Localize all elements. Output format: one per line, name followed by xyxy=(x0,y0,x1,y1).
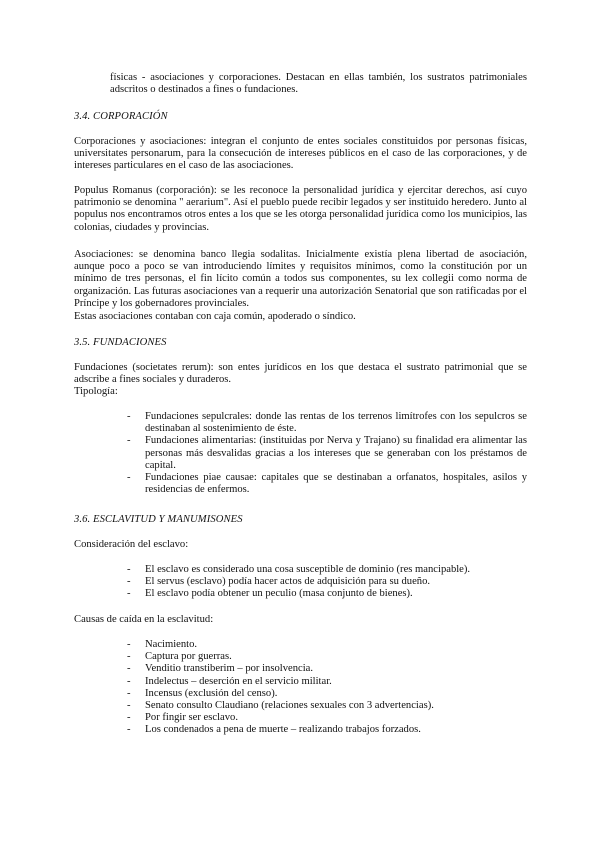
paragraph-corporaciones: Corporaciones y asociaciones: integran el conjunto de entes sociales constituidos por personas físicas, universitates personarum, para la consecución de intereses públicos en el caso de las corporaciones, y de intereses particulares en el caso de las asociaciones. xyxy=(74,136,527,172)
label-consideracion: Consideración del esclavo: xyxy=(74,539,189,550)
list-item: - Por fingir ser esclavo. xyxy=(127,712,527,724)
list-causas xyxy=(127,639,527,737)
list-item: - Captura por guerras. xyxy=(127,651,527,663)
label-causas: Causas de caída en la esclavitud: xyxy=(74,614,214,625)
paragraph-populus-romanus: Populus Romanus (corporación): se les reconoce la personalidad jurídica y ejercitar derechos, así cuyo patrimonio se denomina " aerarium". Así el pueblo puede recibir legados y ser instituido heredero. Junto al populus nos encontramos otros entes a los que se les otorga personalidad jurídica como los municipios, las colonias, ciudades y provincias. xyxy=(74,185,527,233)
list-item: - Senato consulto Claudiano (relaciones sexuales con 3 advertencias). xyxy=(127,700,527,712)
list-item: - Incensus (exclusión del censo). xyxy=(127,688,527,700)
section-heading-fundaciones: 3.5. FUNDACIONES xyxy=(74,337,167,348)
list-item: - Fundaciones sepulcrales: donde las rentas de los terrenos limítrofes con los sepulcros se destinaban al sostenimiento de éste. xyxy=(127,411,527,435)
list-item: - El servus (esclavo) podía hacer actos de adquisición para su dueño. xyxy=(127,576,527,588)
section-heading-corporacion: 3.4. CORPORACIÓN xyxy=(74,111,168,122)
list-item: - Fundaciones alimentarias: (instituidas por Nerva y Trajano) su finalidad era alimentar las personas más desvalidas gracias a los intereses que se generaban con los préstamos de capital. xyxy=(127,435,527,472)
list-item: - Indelectus – deserción en el servicio militar. xyxy=(127,676,527,688)
list-tipologia xyxy=(127,411,527,496)
paragraph-asociaciones: Asociaciones: se denomina banco llegia sodalitas. Inicialmente existía plena libertad de asociación, aunque poco a poco se van introduciendo límites y requisitos mínimos, como la constitución por un mínimo de tres personas, el fin lícito común a todos sus componentes, su lex collegii como norma de organización. Las futuras asociaciones van a requerir una autorización Senatorial que son ratificadas por el Príncipe y los gobernadores provinciales. xyxy=(74,249,527,309)
list-consideracion xyxy=(127,564,527,601)
paragraph-fundaciones: Fundaciones (societates rerum): son entes jurídicos en los que destaca el sustrato patrimonial que se adscribe a fines sociales y duraderos. xyxy=(74,362,527,386)
label-tipologia: Tipología: xyxy=(74,386,118,397)
list-item: - Fundaciones piae causae: capitales que se destinaban a orfanatos, hospitales, asilos y residencias de enfermos. xyxy=(127,472,527,496)
section-heading-esclavitud: 3.6. ESCLAVITUD Y MANUMISONES xyxy=(74,514,243,525)
list-item: - Los condenados a pena de muerte – realizando trabajos forzados. xyxy=(127,724,527,736)
continuation-paragraph: físicas - asociaciones y corporaciones. Destacan en ellas también, los sustratos patrimoniales adscritos o destinados a fines o fundaciones. xyxy=(110,72,527,96)
list-item: - Nacimiento. xyxy=(127,639,527,651)
paragraph-caja-comun: Estas asociaciones contaban con caja común, apoderado o síndico. xyxy=(74,311,356,322)
list-item: - Venditio transtiberim – por insolvencia. xyxy=(127,663,527,675)
list-item: - El esclavo es considerado una cosa susceptible de dominio (res mancipable). xyxy=(127,564,527,576)
list-item: - El esclavo podía obtener un peculio (masa conjunto de bienes). xyxy=(127,588,527,600)
